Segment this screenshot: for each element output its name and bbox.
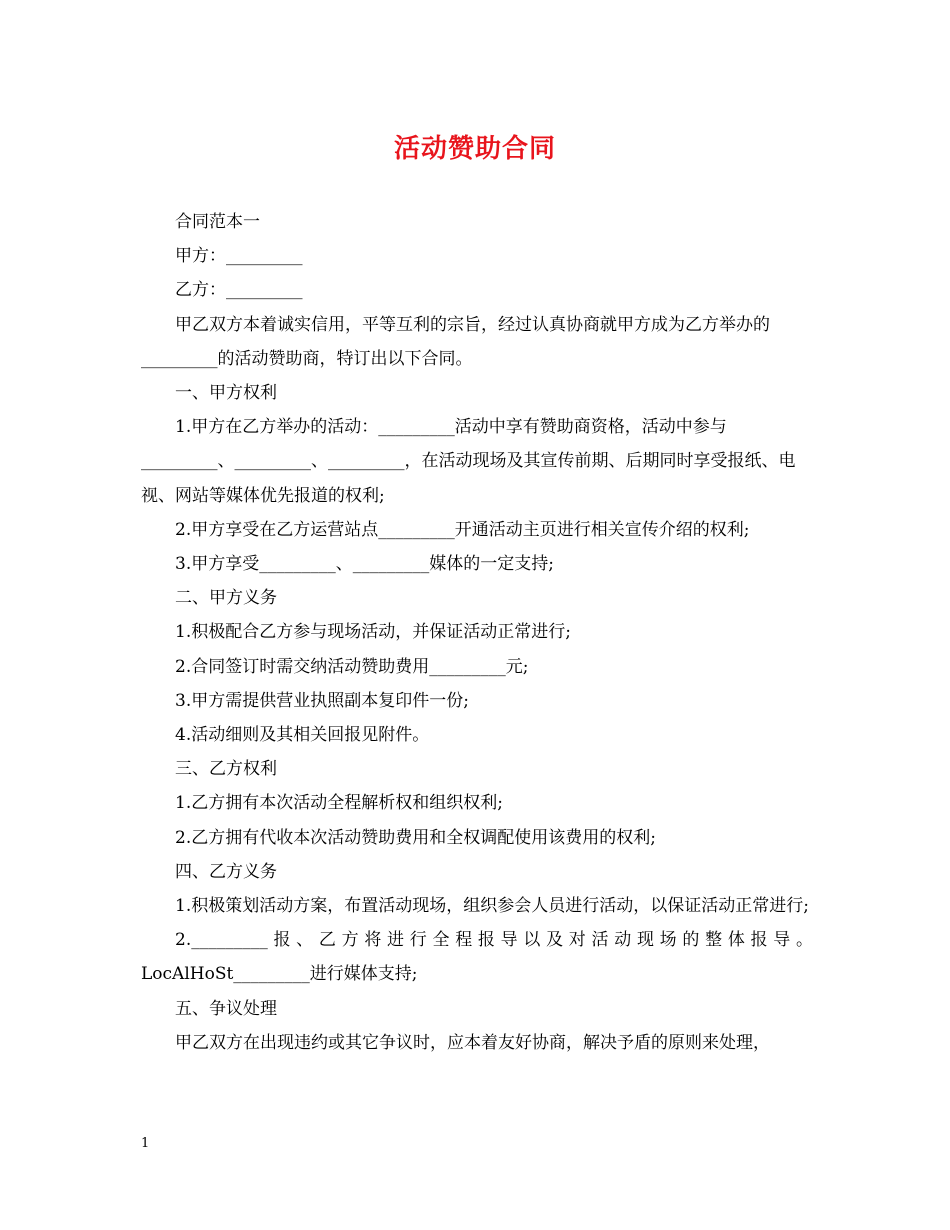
paragraph: 3.甲方享受_________、_________媒体的一定支持; (175, 554, 554, 575)
paragraph: 2.合同签订时需交纳活动赞助费用_________元; (175, 656, 529, 677)
paragraph: LocAlHoSt_________进行媒体支持; (141, 964, 418, 985)
paragraph: 1.积极配合乙方参与现场活动，并保证活动正常进行; (175, 622, 571, 643)
paragraph: 1.乙方拥有本次活动全程解析权和组织权利; (175, 793, 503, 814)
paragraph: 1.积极策划活动方案，布置活动现场，组织参会人员进行活动，以保证活动正常进行; (175, 896, 809, 917)
paragraph: 1.甲方在乙方举办的活动：_________活动中享有赞助商资格，活动中参与_________、_________、_________，在活动现场及其宣传前期、后期同时享受报纸、电视、网站等媒体优先报道的权利; (141, 417, 796, 506)
paragraph: 3.甲方需提供营业执照副本复印件一份; (175, 690, 469, 711)
paragraph: 甲方：_________ (175, 246, 303, 267)
paragraph: 2.甲方享受在乙方运营站点_________开通活动主页进行相关宣传介绍的权利; (175, 519, 750, 540)
document-body (141, 205, 813, 1060)
paragraph: 合同范本一 (175, 212, 260, 232)
section-heading: 二、甲方义务 (175, 588, 277, 609)
paragraph: 2._________报、乙方将进行全程报导以及对活动现场的整体报导。 (175, 930, 813, 951)
paragraph: 4.活动细则及其相关回报见附件。 (175, 725, 430, 746)
paragraph: 甲乙双方在出现违约或其它争议时，应本着友好协商，解决予盾的原则来处理， (175, 1032, 770, 1053)
page-number: 1 (141, 1136, 150, 1151)
document-title: 活动赞助合同 (393, 134, 556, 164)
section-heading: 三、乙方权利 (175, 759, 277, 780)
section-heading: 五、争议处理 (175, 998, 277, 1019)
paragraph: 2.乙方拥有代收本次活动赞助费用和全权调配使用该费用的权利; (175, 827, 656, 848)
paragraph: 乙方：_________ (175, 280, 303, 301)
paragraph: 甲乙双方本着诚实信用，平等互利的宗旨，经过认真协商就甲方成为乙方举办的_________的活动赞助商，特订出以下合同。 (141, 314, 770, 369)
section-heading: 一、甲方权利 (175, 383, 277, 404)
section-heading: 四、乙方义务 (175, 861, 277, 882)
